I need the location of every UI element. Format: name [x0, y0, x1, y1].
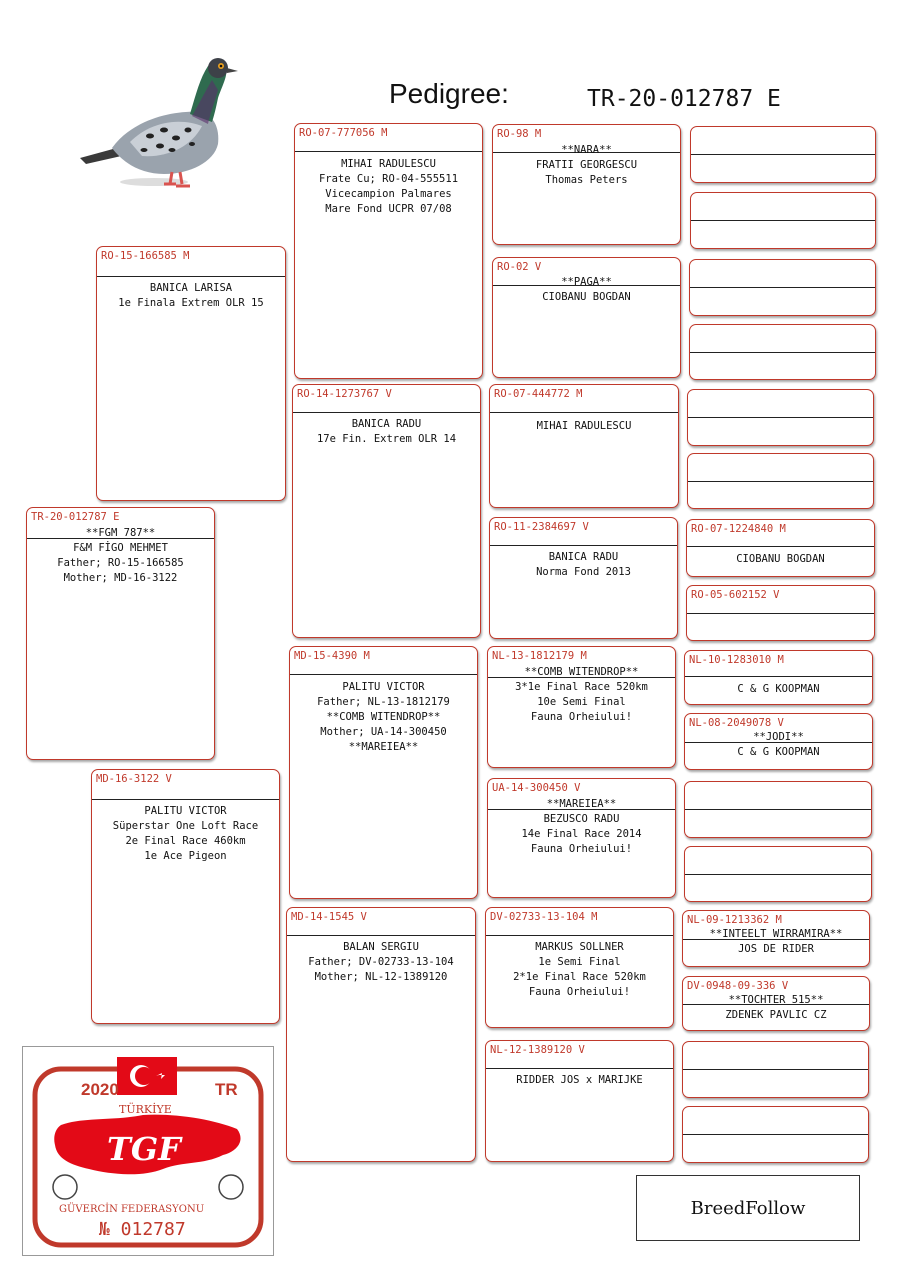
card-line: CIOBANU BOGDAN — [542, 291, 631, 303]
card-ring: NL-12-1389120 V — [490, 1044, 585, 1056]
g5-card-1 — [690, 126, 876, 183]
card-ring: RO-11-2384697 V — [494, 521, 589, 533]
g4-13-card — [682, 910, 870, 967]
card-line: Thomas Peters — [545, 174, 628, 186]
card-ring: NL-10-1283010 M — [689, 654, 784, 666]
card-ring: RO-14-1273767 V — [297, 388, 392, 400]
mfm-card — [487, 778, 676, 898]
card-line: Frate Cu; RO-04-555511 — [318, 173, 459, 185]
card-line: 1e Finala Extrem OLR 15 — [118, 297, 264, 309]
mff-card — [487, 646, 676, 768]
pigeon-icon — [72, 50, 242, 200]
card-line: Süperstar One Loft Race — [112, 820, 259, 832]
g5-card-5 — [687, 389, 874, 446]
card-line: F&M FİGO MEHMET — [73, 542, 168, 554]
g5-card-16 — [682, 1106, 869, 1163]
g4-7-card — [686, 519, 875, 577]
mf-card — [289, 646, 478, 899]
card-line: **INTEELT WIRRAMIRA** — [709, 928, 843, 940]
card-line: BANICA RADU — [548, 551, 619, 563]
stamp-country-code: TR — [215, 1080, 238, 1099]
g5-card-6 — [687, 453, 874, 509]
card-line: BALAN SERGIU — [343, 941, 419, 953]
card-ring: NL-13-1812179 M — [492, 650, 587, 662]
ff-card — [294, 123, 483, 379]
card-line: BEZUSCO RADU — [543, 813, 620, 825]
card-line: 3*1e Final Race 520km — [515, 681, 648, 693]
card-line: **JODI** — [753, 731, 804, 743]
card-line: MIHAI RADULESCU — [536, 420, 632, 432]
card-line: 17e Fin. Extrem OLR 14 — [316, 433, 457, 445]
g5-card-15 — [682, 1041, 869, 1098]
mmf-card — [485, 907, 674, 1028]
stamp-year: 2020 — [81, 1080, 119, 1099]
card-line: BANICA LARISA — [149, 282, 233, 294]
card-ring: RO-05-602152 V — [691, 589, 780, 601]
card-line: **COMB WITENDROP** — [524, 666, 639, 678]
card-line: JOS DE RIDER — [738, 943, 814, 955]
ffm-card — [492, 257, 681, 378]
g4-10-card — [684, 713, 873, 770]
card-ring: NL-09-1213362 M — [687, 914, 782, 926]
card-ring: UA-14-300450 V — [492, 782, 581, 794]
card-line: **PAGA** — [561, 276, 612, 288]
fmf-card — [489, 384, 679, 508]
card-line: **TOCHTER 515** — [728, 994, 824, 1006]
card-ring: RO-15-166585 M — [101, 250, 190, 262]
federation-stamp — [22, 1046, 274, 1256]
card-line: 10e Semi Final — [537, 696, 626, 708]
card-line: C & G KOOPMAN — [737, 683, 820, 695]
card-line: MARKUS SOLLNER — [535, 941, 624, 953]
card-line: RIDDER JOS x MARIJKE — [516, 1074, 643, 1086]
stamp-logo: TGF — [107, 1130, 181, 1168]
card-line: BANICA RADU — [351, 418, 422, 430]
card-line: Fauna Orheiului! — [528, 986, 631, 998]
subject-ring-number: TR-20-012787 E — [587, 86, 781, 112]
stamp-country: TÜRKİYE — [119, 1103, 172, 1116]
card-line: **MAREIEA** — [546, 798, 617, 810]
card-line: **FGM 787** — [85, 527, 156, 539]
g4-14-card — [682, 976, 870, 1031]
g5-card-12 — [684, 846, 872, 902]
breedfollow-label: BreedFollow — [636, 1175, 860, 1241]
card-line: 2*1e Final Race 520km — [513, 971, 646, 983]
card-line: Mother; UA-14-300450 — [320, 726, 447, 738]
subject-card — [26, 507, 215, 760]
g5-card-4 — [689, 324, 876, 380]
card-line: 1e Ace Pigeon — [144, 850, 227, 862]
card-line: FRATII GEORGESCU — [535, 159, 638, 171]
card-line: Fauna Orheiului! — [530, 711, 633, 723]
g4-9-card — [684, 650, 873, 705]
card-line: Father; RO-15-166585 — [57, 557, 184, 569]
card-ring: DV-0948-09-336 V — [687, 980, 789, 992]
g5-card-11 — [684, 781, 872, 838]
card-ring: MD-14-1545 V — [291, 911, 367, 923]
card-line: PALITU VICTOR — [144, 805, 227, 817]
card-ring: DV-02733-13-104 M — [490, 911, 598, 923]
card-line: 2e Final Race 460km — [125, 835, 246, 847]
card-ring: MD-16-3122 V — [96, 773, 172, 785]
card-ring: RO-07-777056 M — [299, 127, 388, 139]
g4-8-card — [686, 585, 875, 641]
card-line: 1e Semi Final — [538, 956, 621, 968]
card-ring: NL-08-2049078 V — [689, 717, 784, 729]
card-ring: MD-15-4390 M — [294, 650, 370, 662]
card-ring: RO-98 M — [497, 128, 542, 140]
g5-card-3 — [689, 259, 876, 316]
mother-card — [91, 769, 280, 1024]
card-ring: TR-20-012787 E — [31, 511, 120, 523]
card-line: ZDENEK PAVLIC CZ — [725, 1009, 827, 1021]
card-line: Norma Fond 2013 — [536, 566, 631, 578]
card-line: C & G KOOPMAN — [737, 746, 820, 758]
card-line: Vicecampion Palmares — [325, 188, 452, 200]
stamp-graphic — [23, 1047, 273, 1255]
card-line: Father; DV-02733-13-104 — [308, 956, 454, 968]
card-line: Fauna Orheiului! — [530, 843, 633, 855]
stamp-number: № 012787 — [99, 1219, 186, 1240]
mm-card — [286, 907, 476, 1162]
card-line: MIHAI RADULESCU — [341, 158, 436, 170]
page-title: Pedigree: — [389, 78, 509, 109]
father-card — [96, 246, 286, 501]
mmm-card — [485, 1040, 674, 1162]
stamp-federation: GÜVERCİN FEDERASYONU — [59, 1204, 205, 1215]
g5-card-2 — [690, 192, 876, 249]
fmm-card — [489, 517, 678, 639]
card-line: **MAREIEA** — [348, 741, 419, 753]
card-line: Mother; NL-12-1389120 — [314, 971, 448, 983]
fm-card — [292, 384, 481, 638]
card-line: **COMB WITENDROP** — [326, 711, 441, 723]
card-ring: RO-07-444772 M — [494, 388, 583, 400]
card-line: 14e Final Race 2014 — [521, 828, 642, 840]
card-line: Mare Fond UCPR 07/08 — [325, 203, 452, 215]
card-ring: RO-07-1224840 M — [691, 523, 786, 535]
card-line: **NARA** — [561, 144, 612, 156]
fff-card — [492, 124, 681, 245]
card-line: Father; NL-13-1812179 — [317, 696, 450, 708]
card-ring: RO-02 V — [497, 261, 542, 273]
card-line: Mother; MD-16-3122 — [63, 572, 178, 584]
card-line: PALITU VICTOR — [342, 681, 425, 693]
card-line: CIOBANU BOGDAN — [736, 553, 825, 565]
